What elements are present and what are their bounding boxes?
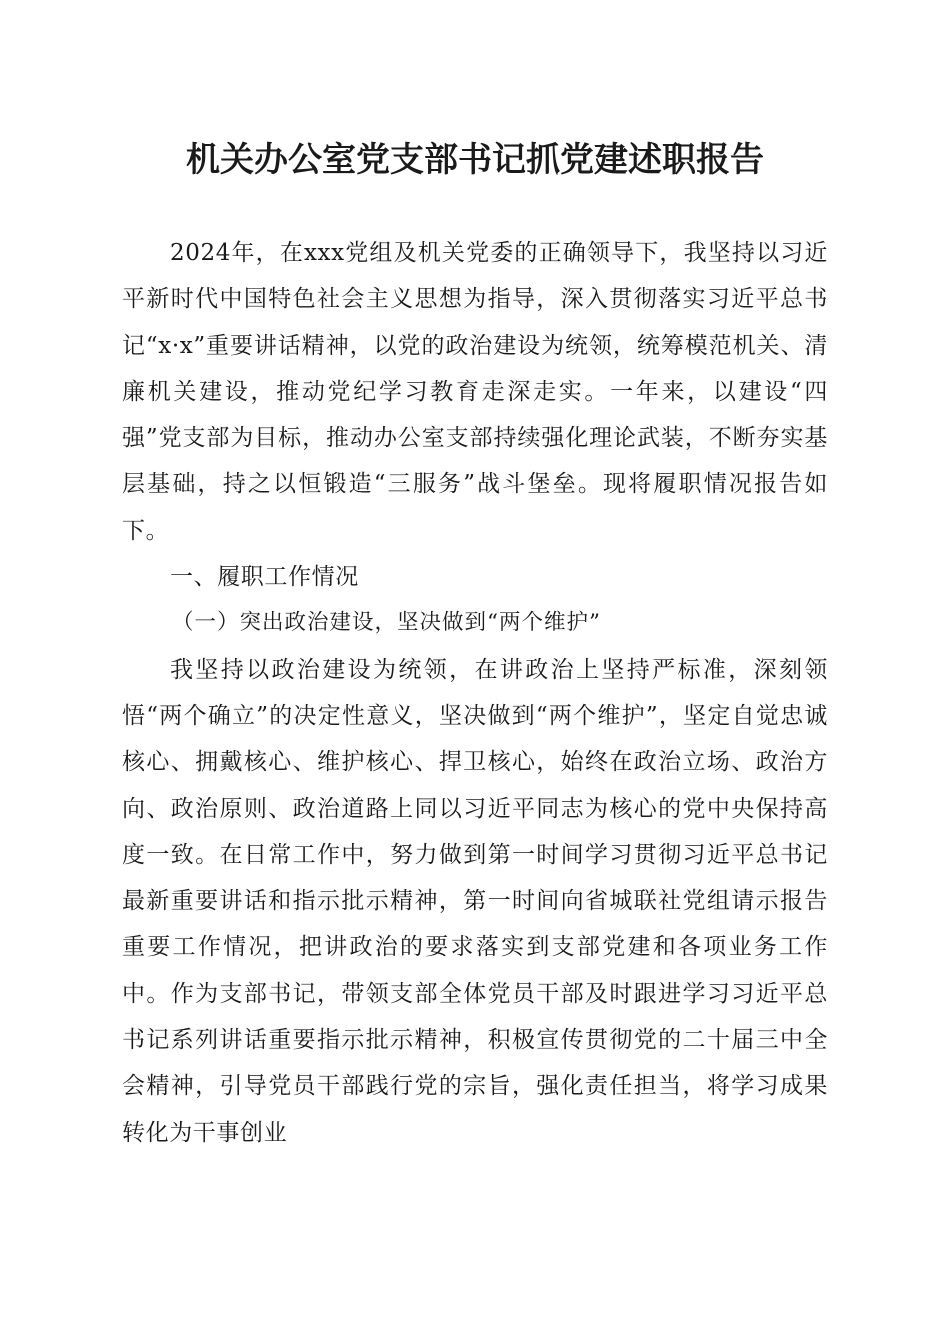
document-title: 机关办公室党支部书记抓党建述职报告 [186,140,764,180]
intro-paragraph: 2024年，在xxx党组及机关党委的正确领导下，我坚持以习近平新时代中国特色社会主义思想为指导，深入贯彻落实习近平总书记“x·x”重要讲话精神，以党的政治建设为统领，统筹模范机关、清廉机关建设，推动党纪学习教育走深走实。一年来，以建设“四强”党支部为目标，推动办公室支部持续强化理论武装，不断夯实基层基础，持之以恒锻造“三服务”战斗堡垒。现将履职情况报告如下。 [122,240,828,544]
body-paragraph: 我坚持以政治建设为统领，在讲政治上坚持严标准，深刻领悟“两个确立”的决定性意义，坚决做到“两个维护”，坚定自觉忠诚核心、拥戴核心、维护核心、捍卫核心，始终在政治立场、政治方向、政治原则、政治道路上同以习近平同志为核心的党中央保持高度一致。在日常工作中，努力做到第一时间学习贯彻习近平总书记最新重要讲话和指示批示精神，第一时间向省城联社党组请示报告重要工作情况，把讲政治的要求落实到支部党建和各项业务工作中。作为支部书记，带领支部全体党员干部及时跟进学习习近平总书记系列讲话重要指示批示精神，积极宣传贯彻党的二十届三中全会精神，引导党员干部践行党的宗旨，强化责任担当，将学习成果转化为干事创业 [122,656,828,1146]
document-body [122,230,828,1156]
subsection-heading: （一）突出政治建设，坚决做到“两个维护” [172,610,601,636]
section-heading: 一、履职工作情况 [170,564,359,591]
